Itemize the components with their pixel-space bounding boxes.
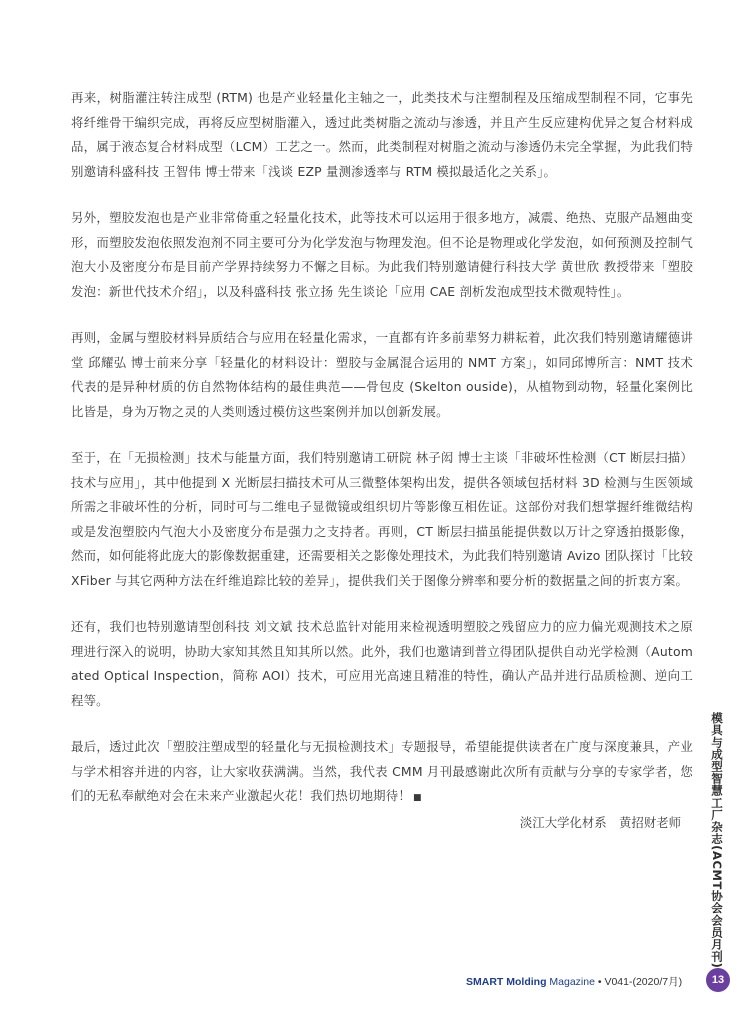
page-footer — [466, 974, 682, 989]
paragraph-text: 还有，我们也特别邀请型创科技 刘文斌 技术总监针对能用来检视透明塑胶之残留应力的应力偏光观测技术之原理进行深入的说明，协助大家知其然且知其所以然。此外，我们也邀请到普立得团队提供自动光学检测（Automated Optical Inspection，简称 AOI）技术，可应用光高速且精准的特性，确认产品并进行品质检测、逆向工程等。 — [71, 619, 693, 708]
end-mark-icon: ■ — [412, 793, 422, 803]
article-paragraph — [71, 326, 693, 424]
paragraph-text: 再来，树脂灌注转注成型 (RTM) 也是产业轻量化主轴之一，此类技术与注塑制程及压缩成型制程不同，它事先将纤维骨干编织完成，再将反应型树脂灌入，透过此类树脂之流动与渗透，并且产生反应建构优异之复合材料成品，属于液态复合材料成型（LCM）工艺之一。然而，此类制程对树脂之流动与渗透仍未完全掌握，为此我们特别邀请科盛科技 王智伟 博士带来「浅谈 EZP 量测渗透率与 RTM 模拟最适化之关系」。 — [71, 90, 693, 179]
magazine-brand-suffix: Magazine — [549, 976, 595, 988]
page-number-badge — [706, 968, 730, 992]
paragraph-text: 至于，在「无损检测」技术与能量方面，我们特别邀请工研院 林子闳 博士主谈「非破坏性检测（CT 断层扫描）技术与应用」，其中他提到 X 光断层扫描技术可从三微整体架构出发，提供各领域包括材料 3D 检测与生医领域所需之非破坏性的分析，同时可与二维电子显微镜或组织切片等影像互相佐证。这部份对我们想掌握纤维微结构或是发泡塑胶内气泡大小及密度分布是强力之支持者。再则，CT 断层扫描虽能提供数以万计之穿透拍摄影像，然而，如何能将此庞大的影像数据重建，还需要相关之影像处理技术，为此我们特别邀请 Avizo 团队探讨「比较 XFiber 与其它两种方法在纤维追踪比较的差异」，提供我们关于图像分辨率和要分析的数据量之间的折衷方案。 — [71, 450, 693, 588]
paragraph-text: 另外，塑胶发泡也是产业非常倚重之轻量化技术，此等技术可以运用于很多地方，减震、绝热、克服产品翘曲变形，而塑胶发泡依照发泡剂不同主要可分为化学发泡与物理发泡。但不论是物理或化学发泡，如何预测及控制气泡大小及密度分布是目前产学界持续努力不懈之目标。为此我们特别邀请健行科技大学 黄世欣 教授带来「塑胶发泡：新世代技术介绍」，以及科盛科技 张立扬 先生谈论「应用 CAE 剖析发泡成型技术微观特性」。 — [71, 210, 693, 299]
article-paragraph-final — [71, 735, 693, 811]
magazine-brand: SMART Molding — [466, 976, 547, 988]
article-paragraph — [71, 86, 693, 184]
issue-info: • V041-(2020/7月) — [597, 976, 683, 988]
article-paragraph — [71, 206, 693, 304]
paragraph-text: 最后，透过此次「塑胶注塑成型的轻量化与无损检测技术」专题报导，希望能提供读者在广度与深度兼具，产业与学术相容并进的内容，让大家收获满满。当然，我代表 CMM 月刊最感谢此次所有贡献与分享的专家学者，您们的无私奉献绝对会在未来产业激起火花！我们热切地期待！ — [71, 739, 693, 803]
article-paragraph — [71, 446, 693, 593]
page-number: 13 — [711, 974, 725, 986]
magazine-side-caption: 模具与成型智慧工厂杂志(ACMT协会会员月刊) — [710, 712, 724, 969]
article-body — [71, 86, 693, 835]
author-signature: 淡江大学化材系 黄招财老师 — [519, 814, 681, 830]
article-paragraph — [71, 615, 693, 713]
paragraph-text: 再则，金属与塑胶材料异质结合与应用在轻量化需求，一直都有许多前辈努力耕耘着，此次我们特别邀请耀德讲堂 邱耀弘 博士前来分享「轻量化的材料设计：塑胶与金属混合运用的 NMT 方案」，如同邱博所言：NMT 技术代表的是异种材质的仿自然物体结构的最佳典范——骨包皮 (Skelton ouside)，从植物到动物，轻量化案例比比皆是，身为万物之灵的人类则透过模仿这些案例并加以创新发展。 — [71, 330, 693, 419]
